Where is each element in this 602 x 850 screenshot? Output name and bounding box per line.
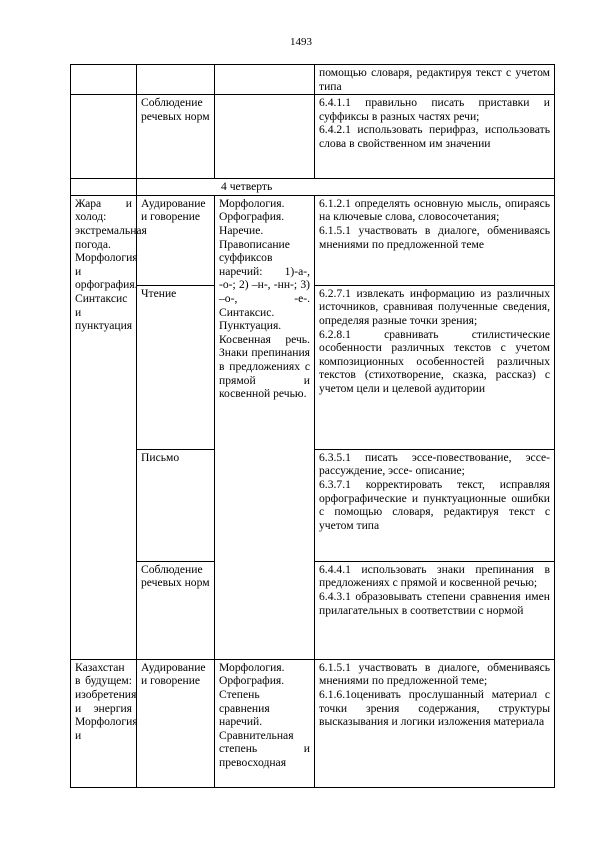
skill-cell: Чтение [137,285,215,449]
skill-cell: Соблюдение речевых норм [137,561,215,659]
objective: 6.4.3.1 образовывать степени сравнения имен прилагательных в соответствии с нормой [319,589,550,617]
objective: 6.3.5.1 писать эссе-повествование, эссе-рассуждение, эссе- описание; [319,450,550,478]
objectives-cell [315,95,555,179]
skill-cell: Аудирование и говорение [137,195,215,285]
objectives-cell [315,449,555,561]
objective: 6.1.5.1 участвовать в диалоге, обмениваясь мнениями по предложенной теме; [319,660,550,688]
objectives-cell [315,65,555,95]
table-row [71,65,555,95]
objective: 6.1.6.1оценивать прослушанный материал с точки зрения содержания, структуры высказывания и логики изложения материала [319,687,550,729]
table-row [71,195,555,285]
quarter-heading: 4 четверть [137,179,555,196]
objective: 6.1.2.1 определять основную мысль, опираясь на ключевые слова, словосочетания; [319,196,550,224]
skill-cell: Аудирование и говорение [137,659,215,787]
objective: 6.4.4.1 использовать знаки препинания в предложениях с прямой и косвенной речью; [319,562,550,590]
objective: 6.2.8.1 сравнивать стилистические особенности различных текстов с учетом композиционных особенностей различных текстов (стихотворение, сказка, рассказ) с учетом цели и целевой аудитории [319,327,550,395]
theme-cell [71,95,137,179]
objective: помощью словаря, редактируя текст с учетом типа [319,66,550,93]
objective: 6.3.7.1 корректировать текст, исправляя орфографические и пунктуационные ошибки с помощью словаря, редактируя текст с учетом типа [319,477,550,532]
objective: 6.1.5.1 участвовать в диалоге, обмениваясь мнениями по предложенной теме [319,223,550,251]
curriculum-table [70,64,555,788]
grammar-cell [215,65,315,95]
objectives-cell [315,561,555,659]
page-number: 1493 [290,36,312,48]
objectives-cell [315,195,555,285]
grammar-cell: Морфология. Орфография. Степень сравнения наречий. Сравнительная степень и превосходная [215,659,315,787]
objective: 6.4.1.1 правильно писать приставки и суффиксы в разных частях речи; [319,96,550,123]
skill-cell: Письмо [137,449,215,561]
objectives-cell [315,659,555,787]
skill-cell [137,65,215,95]
table-row [71,659,555,787]
objective: 6.2.7.1 извлекать информацию из различных источников, сравнивая полученные сведения, определяя разные точки зрения; [319,286,550,327]
grammar-cell [215,95,315,179]
theme-cell: Жара и холод: экстремальная погода. Морфология и орфография. Синтаксис и пунктуация [71,195,137,659]
quarter-row [71,179,555,196]
skill-cell: Соблюдение речевых норм [137,95,215,179]
theme-cell [71,65,137,95]
table-row [71,95,555,179]
theme-cell: Казахстан в будущем: изобретения и энергия Морфология и [71,659,137,787]
objectives-cell [315,285,555,449]
grammar-cell: Морфология. Орфография. Наречие. Правописание суффиксов наречий: 1)-а-, -о-; 2) –н-, -нн-; 3) –о-, -е-. Синтаксис. Пунктуация. Косвенная речь. Знаки препинания в предложениях с прямой и косвенной речью. [215,195,315,659]
theme-cell [71,179,137,196]
objective: 6.4.2.1 использовать перифраз, использовать слова в свойственном им значении [319,123,550,150]
